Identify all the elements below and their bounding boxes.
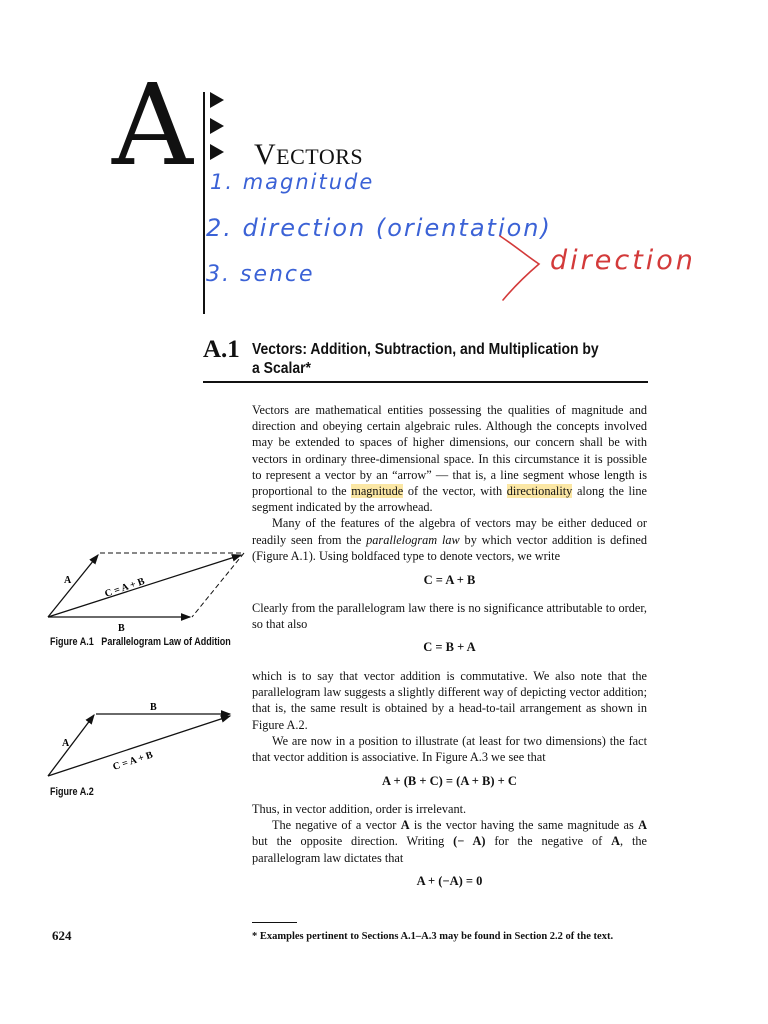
highlight-directionality: directionality — [506, 484, 573, 499]
footnote: * Examples pertinent to Sections A.1–A.3 may be found in Section 2.2 of the text. — [252, 931, 614, 942]
figure-a1-label-b: B — [118, 623, 125, 634]
figure-a1-caption: Figure A.1 Parallelogram Law of Addition — [50, 636, 231, 648]
footnote-rule — [252, 922, 297, 923]
section-number: A.1 — [203, 336, 240, 363]
paragraph-commutative: which is to say that vector addition is commutative. We also note that the parallelogram law suggests a slightly different way of depicting vector addition; that is, the same result is obtained by a head-to-tail arrangement as shown in Figure A.2. We are now in a position to illustrate (at least for two dimensions) the fact that vector addition is associative. In Figure A.3 we see that — [252, 669, 647, 765]
equation-2: C = B + A — [423, 640, 476, 654]
triangle-marker-icon — [210, 144, 224, 160]
triangle-marker-icon — [210, 92, 224, 108]
highlight-magnitude: magnitude — [351, 484, 404, 499]
equation-1: C = A + B — [423, 573, 476, 587]
paragraph-negative: Thus, in vector addition, order is irrelevant. The negative of a vector A is the vector having the same magnitude as A but the opposite direction. Writing (− A) for the negative of A, the parallelogram law dictates that — [252, 802, 647, 865]
heading-rule — [203, 92, 205, 314]
paragraph-order: Clearly from the parallelogram law there is no significance attributable to order, so that also — [252, 601, 647, 632]
section-rule — [203, 381, 648, 383]
handwritten-note-direction-summary: direction — [550, 245, 696, 276]
figure-a2-label-c: C = A + B — [111, 749, 155, 773]
handwritten-chevron-icon — [495, 228, 545, 308]
figure-a1-label-a: A — [64, 575, 72, 586]
figure-a1-label-c: C = A + B — [103, 575, 147, 600]
triangle-marker-icon — [210, 118, 224, 134]
figure-a2-label-a: A — [62, 738, 70, 749]
appendix-title: VECTORS — [254, 138, 364, 171]
equation-3: A + (B + C) = (A + B) + C — [382, 774, 517, 788]
handwritten-note-magnitude: 1. magnitude — [210, 170, 375, 194]
handwritten-note-sense: 3. sence — [206, 262, 315, 287]
paragraph-intro: Vectors are mathematical entities possessing the qualities of magnitude and direction and obeying certain algebraic rules. Although the concepts involved may be extended to spaces of higher dimensions, our concern shall be with vectors in ordinary three-dimensional space. In this circumstance it is possible to represent a vector by an “arrow” — that is, a line segment whose length is proportional to the magnitude of the vector, with directionality along the line segment indicated by the arrowhead. Many of the features of the algebra of vectors may be either deduced or readily seen from the parallelogram law by which vector addition is defined (Figure A.1). Using boldfaced type to denote vectors, we write — [252, 403, 647, 563]
appendix-letter: A — [112, 61, 193, 191]
figure-a1-parallelogram — [40, 545, 250, 635]
equation-4: A + (−A) = 0 — [416, 874, 483, 888]
figure-a2-caption: Figure A.2 — [50, 786, 94, 798]
figure-a2-head-to-tail — [40, 700, 240, 785]
section-title: Vectors: Addition, Subtraction, and Multiplication by a Scalar* — [252, 341, 599, 377]
page-number: 624 — [52, 928, 72, 943]
figure-a2-label-b: B — [150, 702, 157, 713]
handwritten-note-direction: 2. direction (orientation) — [206, 214, 552, 242]
